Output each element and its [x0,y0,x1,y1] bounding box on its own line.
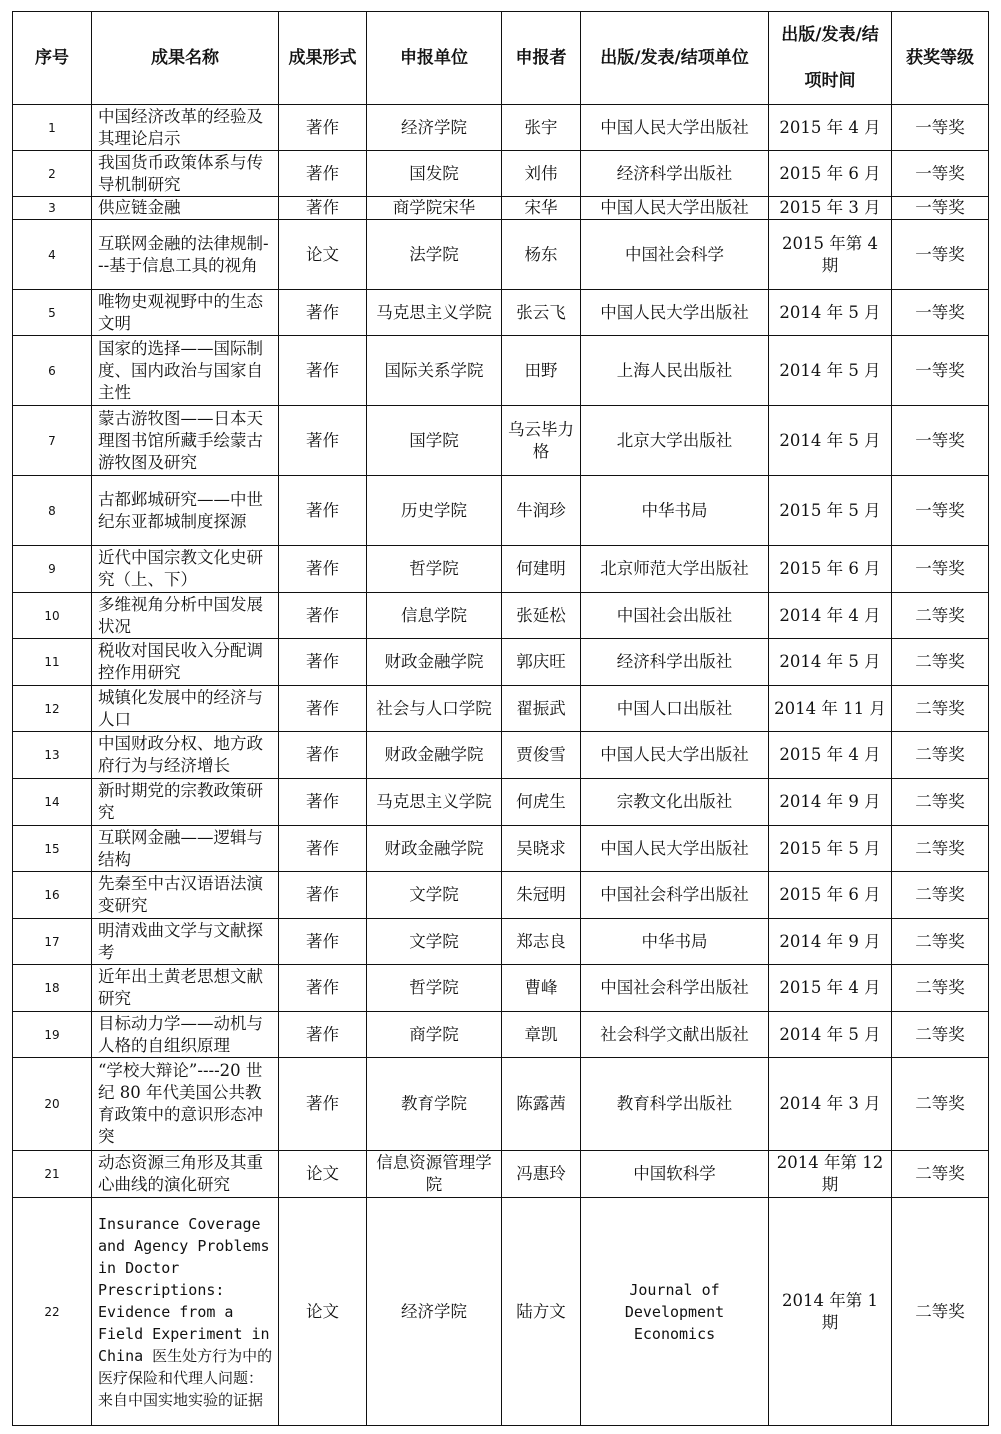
publish-time: 2014 年 9 月 [769,919,892,965]
applicant-unit: 文学院 [367,919,502,965]
row-number: 18 [13,965,92,1012]
work-title: 我国货币政策体系与传导机制研究 [92,151,279,197]
row-number: 21 [13,1151,92,1198]
applicant-name: 田野 [502,336,581,406]
work-title: Insurance Coverage and Agency Problems in Doctor Prescriptions: Evidence from a Field Experiment in China 医生处方行为中的医疗保险和代理人问题：来自中国实地实验的证据 [92,1198,279,1426]
publisher: 中华书局 [581,919,769,965]
table-row [13,1151,989,1198]
applicant-name: 张延松 [502,593,581,639]
applicant-unit: 国际关系学院 [367,336,502,406]
table-row [13,593,989,639]
applicant-name: 宋华 [502,197,581,220]
applicant-unit: 商学院 [367,1012,502,1058]
award-level: 二等奖 [892,639,989,686]
publish-time: 2014 年 5 月 [769,406,892,476]
applicant-name: 何虎生 [502,779,581,826]
work-form: 论文 [279,220,367,290]
header-number: 序号 [13,12,92,105]
applicant-unit: 信息学院 [367,593,502,639]
publisher: 宗教文化出版社 [581,779,769,826]
award-level: 一等奖 [892,290,989,336]
applicant-unit: 文学院 [367,872,502,919]
work-form: 著作 [279,779,367,826]
row-number: 17 [13,919,92,965]
publish-time: 2014 年 3 月 [769,1058,892,1151]
publish-time: 2015 年 4 月 [769,105,892,151]
work-title: 城镇化发展中的经济与人口 [92,686,279,732]
applicant-unit: 法学院 [367,220,502,290]
header-unit: 申报单位 [367,12,502,105]
publisher: 北京师范大学出版社 [581,546,769,593]
table-row [13,336,989,406]
applicant-name: 何建明 [502,546,581,593]
row-number: 10 [13,593,92,639]
publish-time: 2015 年 6 月 [769,546,892,593]
work-title: “学校大辩论”----20 世纪 80 年代美国公共教育政策中的意识形态冲突 [92,1058,279,1151]
applicant-unit: 信息资源管理学院 [367,1151,502,1198]
publisher: 社会科学文献出版社 [581,1012,769,1058]
work-form: 论文 [279,1198,367,1426]
publisher: 中国社会科学出版社 [581,872,769,919]
row-number: 4 [13,220,92,290]
applicant-unit: 历史学院 [367,476,502,546]
table-row [13,732,989,779]
publish-time: 2014 年 5 月 [769,1012,892,1058]
work-form: 论文 [279,1151,367,1198]
work-form: 著作 [279,1058,367,1151]
applicant-name: 曹峰 [502,965,581,1012]
work-form: 著作 [279,1012,367,1058]
applicant-unit: 社会与人口学院 [367,686,502,732]
publisher: 中国人民大学出版社 [581,732,769,779]
table-row [13,779,989,826]
applicant-unit: 马克思主义学院 [367,290,502,336]
applicant-unit: 马克思主义学院 [367,779,502,826]
publisher: 中国人民大学出版社 [581,197,769,220]
publish-time: 2014 年 5 月 [769,639,892,686]
work-title: 唯物史观视野中的生态文明 [92,290,279,336]
header-row [13,12,989,105]
work-title: 国家的选择——国际制度、国内政治与国家自主性 [92,336,279,406]
award-level: 二等奖 [892,1151,989,1198]
award-level: 一等奖 [892,546,989,593]
row-number: 14 [13,779,92,826]
publish-time: 2015 年 6 月 [769,872,892,919]
table-row [13,1198,989,1426]
work-title: 古都邺城研究——中世纪东亚都城制度探源 [92,476,279,546]
publish-time: 2014 年第 12 期 [769,1151,892,1198]
publisher: Journal of Development Economics [581,1198,769,1426]
applicant-name: 贾俊雪 [502,732,581,779]
publisher: 中国人民大学出版社 [581,826,769,872]
work-form: 著作 [279,406,367,476]
work-title: 目标动力学——动机与人格的自组织原理 [92,1012,279,1058]
applicant-unit: 国学院 [367,406,502,476]
applicant-unit: 哲学院 [367,546,502,593]
applicant-name: 刘伟 [502,151,581,197]
work-title: 明清戏曲文学与文献探考 [92,919,279,965]
applicant-name: 冯惠玲 [502,1151,581,1198]
table-row [13,1012,989,1058]
row-number: 19 [13,1012,92,1058]
row-number: 15 [13,826,92,872]
table-row [13,872,989,919]
publisher: 中国社会科学 [581,220,769,290]
publisher: 中国社会出版社 [581,593,769,639]
applicant-unit: 财政金融学院 [367,826,502,872]
row-number: 8 [13,476,92,546]
publisher: 中国人民大学出版社 [581,290,769,336]
publish-time: 2015 年 5 月 [769,826,892,872]
publish-time: 2014 年 4 月 [769,593,892,639]
award-level: 二等奖 [892,872,989,919]
work-form: 著作 [279,732,367,779]
table-row [13,639,989,686]
publisher: 北京大学出版社 [581,406,769,476]
publisher: 中华书局 [581,476,769,546]
applicant-unit: 经济学院 [367,105,502,151]
award-level: 一等奖 [892,476,989,546]
applicant-name: 翟振武 [502,686,581,732]
award-level: 一等奖 [892,151,989,197]
work-form: 著作 [279,336,367,406]
award-level: 一等奖 [892,220,989,290]
row-number: 22 [13,1198,92,1426]
work-form: 著作 [279,826,367,872]
publish-time: 2015 年 6 月 [769,151,892,197]
publish-time: 2015 年 5 月 [769,476,892,546]
award-level: 二等奖 [892,732,989,779]
applicant-unit: 经济学院 [367,1198,502,1426]
applicant-name: 朱冠明 [502,872,581,919]
work-form: 著作 [279,546,367,593]
work-form: 著作 [279,151,367,197]
award-level: 一等奖 [892,105,989,151]
row-number: 9 [13,546,92,593]
award-level: 一等奖 [892,336,989,406]
work-title: 多维视角分析中国发展状况 [92,593,279,639]
award-level: 二等奖 [892,1012,989,1058]
applicant-name: 杨东 [502,220,581,290]
row-number: 16 [13,872,92,919]
applicant-name: 陈露茜 [502,1058,581,1151]
table-row [13,151,989,197]
work-title: 中国经济改革的经验及其理论启示 [92,105,279,151]
applicant-unit: 国发院 [367,151,502,197]
work-title: 蒙古游牧图——日本天理图书馆所藏手绘蒙古游牧图及研究 [92,406,279,476]
row-number: 11 [13,639,92,686]
award-level: 二等奖 [892,779,989,826]
work-form: 著作 [279,105,367,151]
applicant-name: 陆方文 [502,1198,581,1426]
row-number: 3 [13,197,92,220]
row-number: 2 [13,151,92,197]
applicant-name: 郭庆旺 [502,639,581,686]
table-row [13,105,989,151]
publisher: 教育科学出版社 [581,1058,769,1151]
award-level: 二等奖 [892,686,989,732]
work-title: 动态资源三角形及其重心曲线的演化研究 [92,1151,279,1198]
publisher: 经济科学出版社 [581,639,769,686]
publisher: 中国人口出版社 [581,686,769,732]
work-form: 著作 [279,197,367,220]
work-form: 著作 [279,476,367,546]
applicant-name: 吴晓求 [502,826,581,872]
work-form: 著作 [279,965,367,1012]
row-number: 12 [13,686,92,732]
applicant-unit: 财政金融学院 [367,732,502,779]
row-number: 7 [13,406,92,476]
award-level: 二等奖 [892,965,989,1012]
table-row [13,965,989,1012]
table-row [13,686,989,732]
publish-time: 2014 年 9 月 [769,779,892,826]
table-row [13,220,989,290]
publish-time: 2015 年 4 月 [769,965,892,1012]
table-row [13,919,989,965]
table-row [13,197,989,220]
publisher: 经济科学出版社 [581,151,769,197]
publish-time: 2014 年 5 月 [769,290,892,336]
table-row [13,826,989,872]
publisher: 中国人民大学出版社 [581,105,769,151]
row-number: 5 [13,290,92,336]
header-author: 申报者 [502,12,581,105]
award-level: 一等奖 [892,197,989,220]
award-level: 二等奖 [892,919,989,965]
award-level: 二等奖 [892,593,989,639]
header-form: 成果形式 [279,12,367,105]
publish-time: 2015 年 4 月 [769,732,892,779]
award-level: 一等奖 [892,406,989,476]
row-number: 20 [13,1058,92,1151]
work-title: 互联网金融——逻辑与结构 [92,826,279,872]
header-publisher: 出版/发表/结项单位 [581,12,769,105]
award-level: 二等奖 [892,1198,989,1426]
work-title: 中国财政分权、地方政府行为与经济增长 [92,732,279,779]
award-level: 二等奖 [892,826,989,872]
publish-time: 2014 年 11 月 [769,686,892,732]
row-number: 1 [13,105,92,151]
header-award: 获奖等级 [892,12,989,105]
publish-time: 2015 年 3 月 [769,197,892,220]
publisher: 上海人民出版社 [581,336,769,406]
work-form: 著作 [279,872,367,919]
header-time: 出版/发表/结项时间 [769,12,892,105]
applicant-unit: 商学院宋华 [367,197,502,220]
work-title: 近代中国宗教文化史研究（上、下） [92,546,279,593]
table-row [13,1058,989,1151]
awards-table [12,11,989,1426]
work-form: 著作 [279,593,367,639]
publisher: 中国软科学 [581,1151,769,1198]
row-number: 13 [13,732,92,779]
table-row [13,290,989,336]
applicant-name: 乌云毕力格 [502,406,581,476]
work-form: 著作 [279,686,367,732]
work-title: 税收对国民收入分配调控作用研究 [92,639,279,686]
table-row [13,476,989,546]
applicant-unit: 财政金融学院 [367,639,502,686]
applicant-name: 牛润珍 [502,476,581,546]
publish-time: 2015 年第 4 期 [769,220,892,290]
applicant-name: 郑志良 [502,919,581,965]
applicant-name: 章凯 [502,1012,581,1058]
applicant-name: 张云飞 [502,290,581,336]
applicant-name: 张宇 [502,105,581,151]
work-title: 近年出土黄老思想文献研究 [92,965,279,1012]
work-title: 新时期党的宗教政策研究 [92,779,279,826]
table-row [13,406,989,476]
table-row [13,546,989,593]
applicant-unit: 哲学院 [367,965,502,1012]
publish-time: 2014 年 5 月 [769,336,892,406]
applicant-unit: 教育学院 [367,1058,502,1151]
publish-time: 2014 年第 1 期 [769,1198,892,1426]
work-title: 互联网金融的法律规制---基于信息工具的视角 [92,220,279,290]
work-title: 供应链金融 [92,197,279,220]
header-title: 成果名称 [92,12,279,105]
work-title: 先秦至中古汉语语法演变研究 [92,872,279,919]
work-form: 著作 [279,919,367,965]
work-form: 著作 [279,290,367,336]
award-level: 二等奖 [892,1058,989,1151]
publisher: 中国社会科学出版社 [581,965,769,1012]
work-form: 著作 [279,639,367,686]
row-number: 6 [13,336,92,406]
